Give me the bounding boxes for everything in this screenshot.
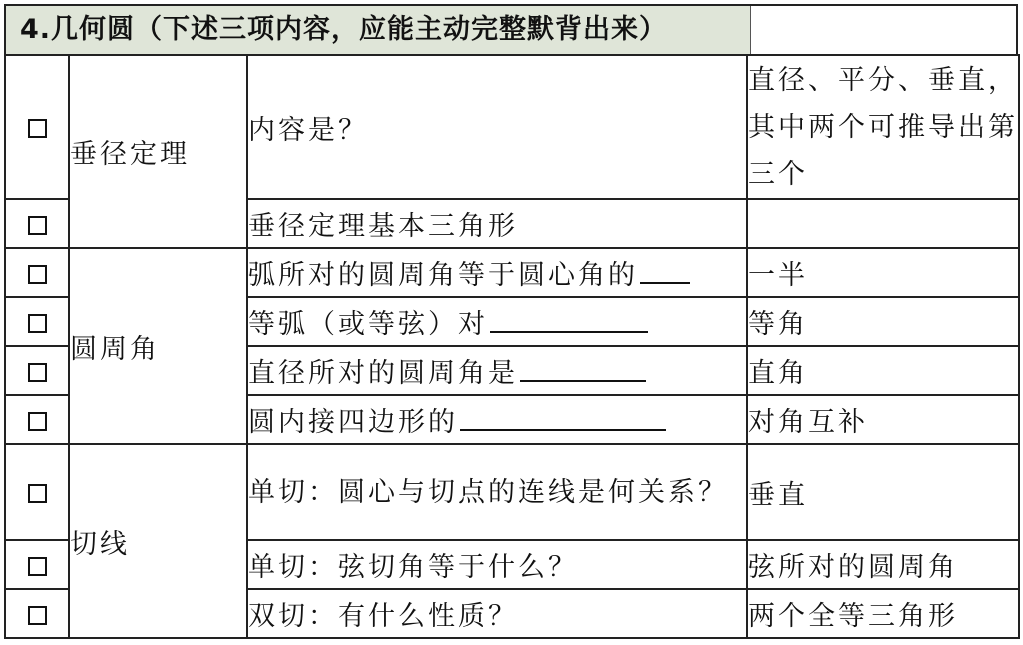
checkbox[interactable] <box>28 265 47 284</box>
section-title: 4.几何圆（下述三项内容，应能主动完整默背出来） <box>6 6 750 54</box>
table-row <box>5 444 1019 540</box>
question-text: 垂径定理基本三角形 <box>248 211 518 242</box>
question-text: 等弧（或等弦）对 <box>248 309 488 340</box>
question-text: 双切：有什么性质？ <box>248 601 518 632</box>
fill-in-blank <box>460 403 666 431</box>
question-cell <box>247 346 747 395</box>
checkbox-cell <box>5 297 69 346</box>
answer-cell <box>747 55 1019 199</box>
checkbox[interactable] <box>28 606 47 625</box>
checkbox[interactable] <box>28 557 47 576</box>
checkbox[interactable] <box>28 412 47 431</box>
question-cell <box>247 540 747 589</box>
checkbox-cell <box>5 395 69 444</box>
checkbox-cell <box>5 199 69 248</box>
question-text: 圆内接四边形的 <box>248 407 458 438</box>
checkbox-cell <box>5 540 69 589</box>
question-cell <box>247 444 747 540</box>
topic-cell <box>69 444 247 638</box>
question-cell <box>247 589 747 638</box>
answer-cell <box>747 248 1019 297</box>
question-text: 单切：弦切角等于什么？ <box>248 552 578 583</box>
answer-cell <box>747 589 1019 638</box>
question-cell <box>247 199 747 248</box>
section-header <box>4 4 1018 56</box>
answer-cell <box>747 395 1019 444</box>
checkbox[interactable] <box>28 484 47 503</box>
answer-text: 直角 <box>748 358 808 389</box>
checkbox[interactable] <box>28 216 47 235</box>
question-text: 弧所对的圆周角等于圆心角的 <box>248 260 638 291</box>
topic-label: 圆周角 <box>70 333 160 365</box>
answer-cell <box>747 346 1019 395</box>
answer-text: 垂直 <box>748 479 808 511</box>
header-divider <box>750 6 751 54</box>
answer-text: 两个全等三角形 <box>748 601 958 632</box>
fill-in-blank <box>490 305 648 333</box>
question-text: 直径所对的圆周角是 <box>248 358 518 389</box>
review-sheet <box>4 4 1018 640</box>
table-row <box>5 55 1019 199</box>
table-row <box>5 248 1019 297</box>
question-cell <box>247 395 747 444</box>
topic-cell <box>69 55 247 248</box>
answer-text: 对角互补 <box>748 407 868 438</box>
question-cell <box>247 55 747 199</box>
checkbox[interactable] <box>28 314 47 333</box>
checkbox-cell <box>5 346 69 395</box>
fill-in-blank <box>640 256 690 284</box>
question-cell <box>247 297 747 346</box>
answer-text: 一半 <box>748 260 808 291</box>
topic-label: 切线 <box>70 528 130 560</box>
answer-text: 直径、平分、垂直，其中两个可推导出第三个 <box>748 64 1018 190</box>
checkbox-cell <box>5 444 69 540</box>
answer-cell <box>747 540 1019 589</box>
question-text: 单切：圆心与切点的连线是何关系？ <box>248 476 728 508</box>
checkbox-cell <box>5 248 69 297</box>
fill-in-blank <box>520 354 646 382</box>
review-table <box>4 54 1020 639</box>
checkbox-cell <box>5 55 69 199</box>
answer-cell <box>747 444 1019 540</box>
answer-cell <box>747 297 1019 346</box>
question-text: 内容是？ <box>248 114 368 146</box>
topic-cell <box>69 248 247 444</box>
checkbox[interactable] <box>28 363 47 382</box>
answer-cell <box>747 199 1019 248</box>
question-cell <box>247 248 747 297</box>
answer-text: 弦所对的圆周角 <box>748 552 958 583</box>
checkbox[interactable] <box>28 119 47 138</box>
checkbox-cell <box>5 589 69 638</box>
answer-text: 等角 <box>748 309 808 340</box>
topic-label: 垂径定理 <box>70 139 190 170</box>
